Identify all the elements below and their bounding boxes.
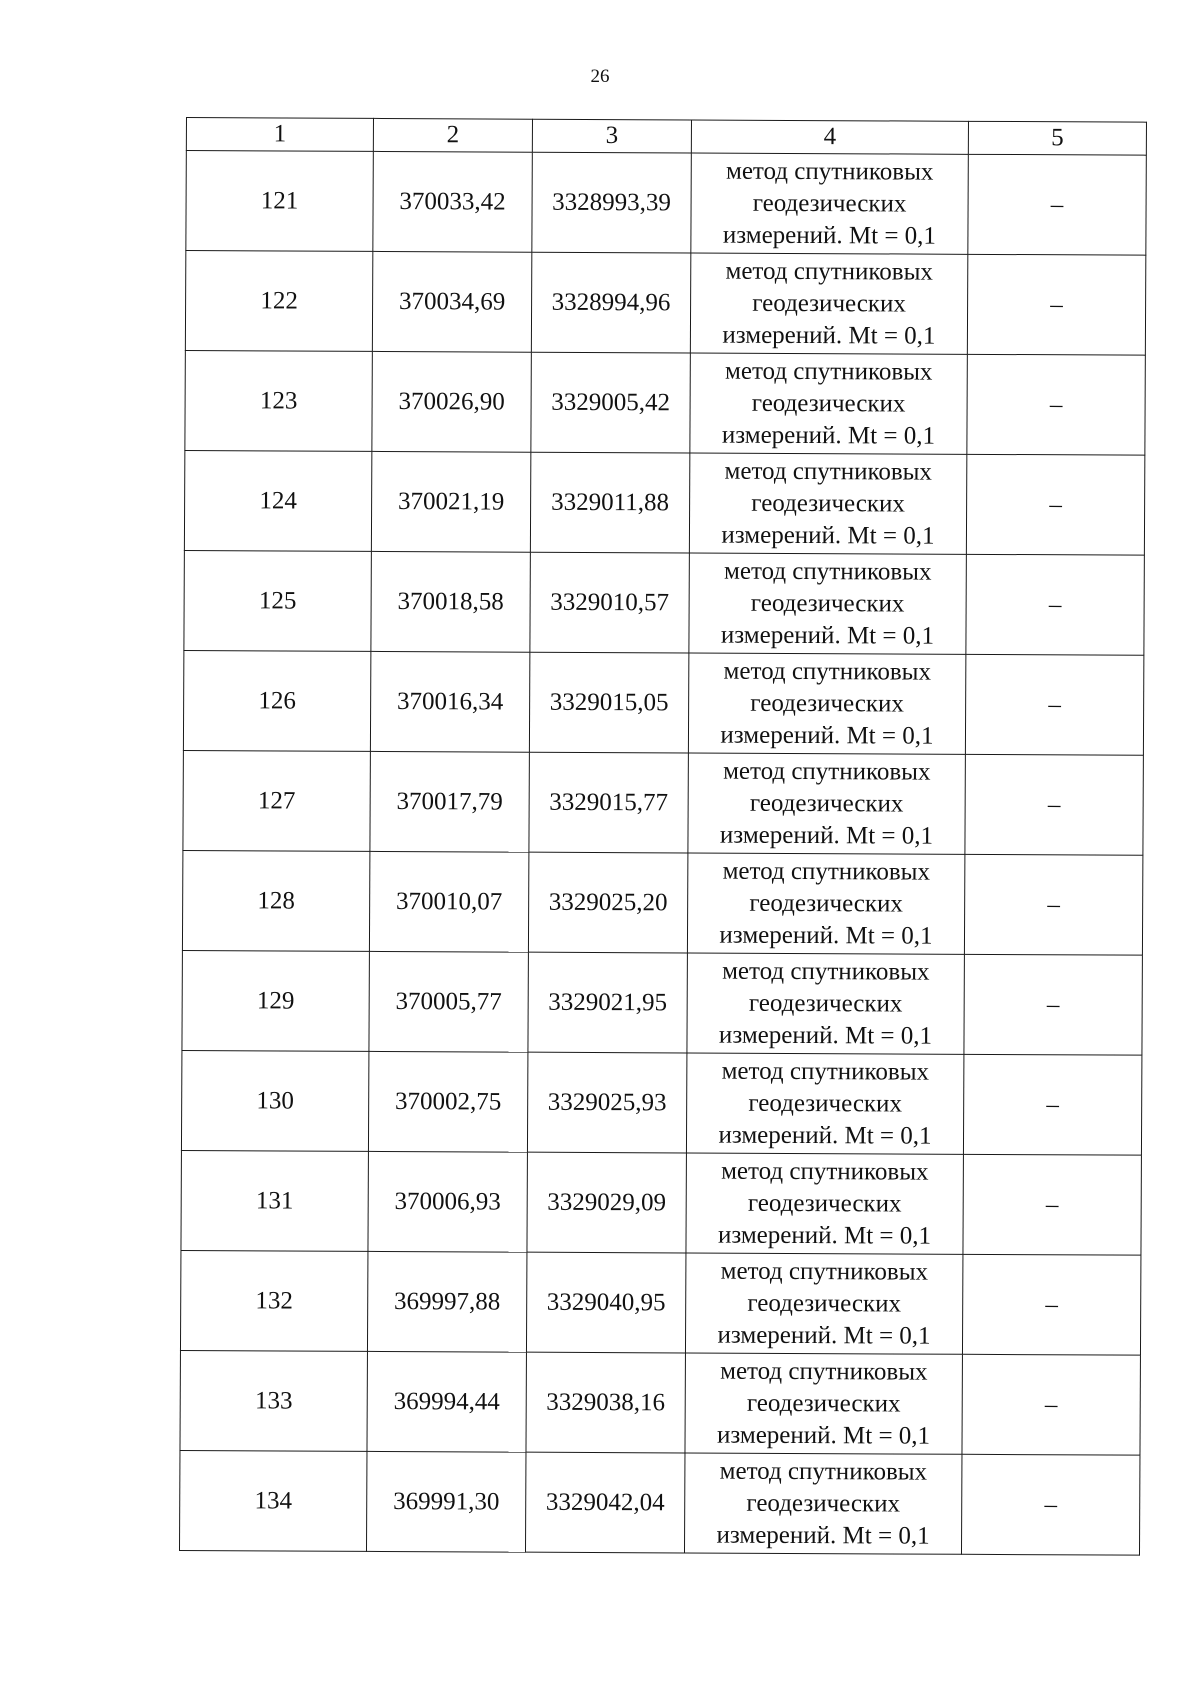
method-line: метод спутниковых [721,1157,929,1186]
note-cell: – [968,154,1146,255]
x-coordinate-cell: 369991,30 [366,1451,525,1552]
method-line: измерений. Mt = 0,1 [716,1521,930,1550]
y-coordinate-cell: 3329015,77 [529,752,688,853]
table-row [184,550,1144,655]
method-line: измерений. Mt = 0,1 [717,1221,932,1250]
point-number-cell: 128 [182,850,369,951]
method-cell [685,1353,962,1454]
point-number-cell: 130 [181,1050,368,1151]
y-coordinate-cell: 3329005,42 [531,352,690,453]
point-number-cell: 131 [181,1150,368,1251]
y-coordinate-cell: 3329042,04 [525,1452,684,1553]
table-row [179,1450,1139,1555]
table-row [181,1050,1141,1155]
table-row [183,650,1143,755]
table-row [180,1350,1140,1455]
table-body [179,151,1146,1556]
x-coordinate-cell: 370021,19 [371,451,530,552]
point-number-cell: 121 [186,151,373,252]
point-number-cell: 125 [184,550,371,651]
x-coordinate-cell: 370006,93 [368,1151,527,1252]
note-cell: – [964,854,1142,955]
x-coordinate-cell: 370002,75 [368,1051,527,1152]
note-cell: – [963,1054,1141,1155]
y-coordinate-cell: 3329021,95 [528,952,687,1053]
method-line: метод спутниковых [724,457,933,486]
note-cell: – [965,754,1143,855]
method-line: измерений. Mt = 0,1 [721,421,936,450]
method-cell [688,653,965,754]
method-line: геодезических [749,789,904,818]
table-row [180,1250,1140,1355]
method-line: геодезических [746,1489,901,1518]
method-cell [686,1053,963,1154]
method-line: геодезических [752,189,907,218]
page-number: 26 [590,66,610,87]
note-cell: – [962,1354,1140,1455]
y-coordinate-cell: 3328994,96 [531,252,690,353]
point-number-cell: 123 [185,350,372,451]
method-line: метод спутниковых [725,157,934,186]
y-coordinate-cell: 3329040,95 [526,1252,685,1353]
note-cell: – [962,1254,1140,1355]
point-number-cell: 126 [183,650,370,751]
coordinates-table [179,117,1147,1556]
method-line: измерений. Mt = 0,1 [720,621,935,650]
method-line: геодезических [748,1089,903,1118]
method-line: геодезических [751,489,905,518]
column-header-3: 3 [532,119,691,153]
point-number-cell: 134 [179,1450,366,1551]
table-row [186,151,1146,256]
table-row [185,350,1145,455]
y-coordinate-cell: 3329025,93 [527,1052,686,1153]
note-cell: – [964,954,1142,1055]
method-line: измерений. Mt = 0,1 [722,321,936,350]
method-line: метод спутниковых [723,757,931,786]
point-number-cell: 127 [183,750,370,851]
method-cell [684,1453,961,1554]
y-coordinate-cell: 3328993,39 [532,152,691,253]
method-line: измерений. Mt = 0,1 [719,821,934,850]
method-line: измерений. Mt = 0,1 [716,1421,931,1450]
column-header-4: 4 [691,120,968,154]
method-line: измерений. Mt = 0,1 [717,1321,931,1350]
method-line: метод спутниковых [720,1257,929,1286]
table-row [182,850,1142,955]
method-line: метод спутниковых [723,657,932,686]
x-coordinate-cell: 370033,42 [373,151,532,252]
point-number-cell: 122 [185,251,372,352]
method-cell [686,1153,963,1254]
table-header-row [186,118,1146,156]
table-row [184,450,1144,555]
method-line: измерений. Mt = 0,1 [718,1021,933,1050]
method-line: измерений. Mt = 0,1 [720,721,934,750]
point-number-cell: 124 [184,450,371,551]
method-cell [690,253,967,354]
x-coordinate-cell: 370016,34 [370,651,529,752]
table-row [185,251,1145,356]
y-coordinate-cell: 3329038,16 [526,1352,685,1453]
note-cell: – [963,1154,1141,1255]
x-coordinate-cell: 370010,07 [369,851,528,952]
method-cell [688,753,965,854]
note-cell: – [967,254,1145,355]
method-line: измерений. Mt = 0,1 [722,221,937,250]
method-line: геодезических [749,889,904,918]
y-coordinate-cell: 3329011,88 [530,452,689,553]
table-row [182,950,1142,1055]
x-coordinate-cell: 370017,79 [370,751,529,852]
method-cell [690,353,967,454]
method-line: геодезических [750,689,905,718]
method-line: геодезических [747,1189,902,1218]
method-cell [689,553,966,654]
note-cell: – [965,654,1143,755]
y-coordinate-cell: 3329025,20 [528,852,687,953]
table-row [181,1150,1141,1255]
method-line: геодезических [748,989,903,1018]
method-line: метод спутниковых [725,257,934,286]
note-cell: – [966,554,1144,655]
method-line: геодезических [746,1389,901,1418]
method-line: метод спутниковых [722,857,931,886]
x-coordinate-cell: 370034,69 [372,251,531,352]
x-coordinate-cell: 370026,90 [372,351,531,452]
method-line: измерений. Mt = 0,1 [721,521,935,550]
method-line: метод спутниковых [724,557,932,586]
column-header-5: 5 [968,121,1146,155]
method-line: метод спутниковых [722,957,930,986]
method-cell [687,953,964,1054]
method-line: геодезических [747,1289,902,1318]
column-header-2: 2 [373,118,532,152]
method-line: геодезических [752,289,906,318]
method-cell [685,1253,962,1354]
method-cell [687,853,964,954]
note-cell: – [967,354,1145,455]
point-number-cell: 132 [180,1250,367,1351]
y-coordinate-cell: 3329029,09 [527,1152,686,1253]
x-coordinate-cell: 370005,77 [369,951,528,1052]
method-cell [691,153,968,254]
table-row [183,750,1143,855]
y-coordinate-cell: 3329010,57 [530,552,689,653]
x-coordinate-cell: 369994,44 [367,1351,526,1452]
method-line: измерений. Mt = 0,1 [719,921,933,950]
method-line: метод спутниковых [721,1057,930,1086]
method-line: метод спутниковых [719,1457,928,1486]
method-line: метод спутниковых [724,357,933,386]
method-line: геодезических [751,389,906,418]
method-line: метод спутниковых [720,1357,928,1386]
x-coordinate-cell: 370018,58 [371,551,530,652]
point-number-cell: 129 [182,950,369,1051]
method-cell [689,453,966,554]
method-line: геодезических [750,589,905,618]
x-coordinate-cell: 369997,88 [367,1251,526,1352]
note-cell: – [961,1454,1139,1555]
method-line: измерений. Mt = 0,1 [718,1121,932,1150]
y-coordinate-cell: 3329015,05 [529,652,688,753]
column-header-1: 1 [186,118,373,152]
point-number-cell: 133 [180,1350,367,1451]
note-cell: – [966,454,1144,555]
